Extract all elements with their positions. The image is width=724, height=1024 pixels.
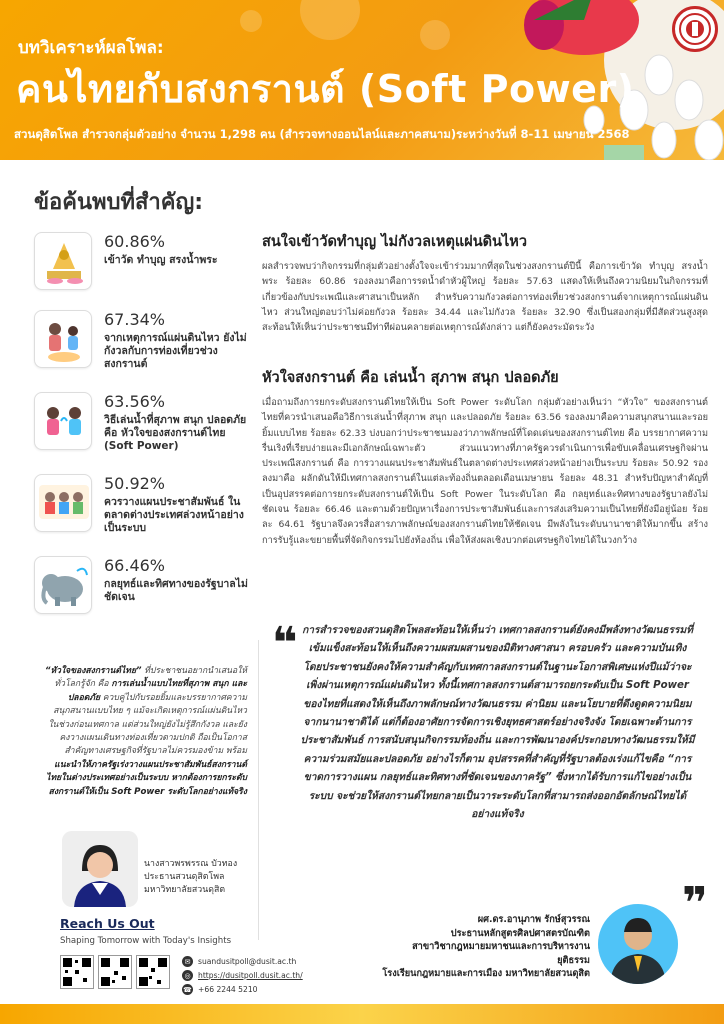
article-body: เมื่อถามถึงการยกระดับสงกรานต์ไทยให้เป็น Soft Power ระดับโลก กลุ่มตัวอย่างเห็นว่า “หัวใจ” ของสงกรานต์ไทยที่ควรนำเสนอคือวิธีการเล่นน้ำที่สุภาพ สนุก และปลอดภัย ร้อยละ 63.56 รองลงมาคือความสนุกสนานและรอยยิ้มแบบไทย ร้อยละ 62.33 บ่งบอกว่าประชาชนมองว่าภาพลักษณ์ที่โดดเด่นของสงกรานต์ไทย คือ บรรยากาศความรื่นเริงที่เรียบง่ายและมีเอกลักษณ์เฉพาะตัว ส่วนแนวทางที่ภาครัฐควรดำเนินการเพื่อขับเคลื่อนเศรษฐกิจผ่านประเพณีสงกรานต์ คือ การวางแผนประชาสัมพันธ์ในตลาดต่างประเทศล่วงหน้าอย่างเป็นระบบ ร้อยละ 50.92 รองลงมาคือ ผลักดันให้มีเทศกาลสงกรานต์ในแต่ละท้องถิ่นตลอดเดือนเมษายน ร้อยละ 48.31 สำหรับปัญหาสำคัญที่เป็นอุปสรรคต่อการยกระดับสงกรานต์ให้เป็น Soft Power ในระดับโลก คือ กลยุทธ์และทิศทางของรัฐบาลยังไม่ชัดเจน ร้อยละ 66.46 และตามด้วยปัญหาเรื่องการประชาสัมพันธ์และการส่งเสริมความเป็นไทยที่ยังมีอยู่น้อย ร้อยละ 64.61 รัฐบาลจึงควรสื่อสารภาพลักษณ์ของสงกรานต์ไทยให้ชัดเจน มีพลังในระดับนานาชาติให้มากขึ้น สร้างการรับรู้และขยายพื้นที่จัดกิจกรรมไปยังท้องถิ่น เพื่อให้ส่งผลเชิงบวกต่อเศรษฐกิจไทยได้ในวงกว้าง: [262, 397, 708, 546]
divider: [258, 640, 259, 940]
key-finding-1: [34, 232, 249, 294]
finding-text: กลยุทธ์และทิศทางของรัฐบาลไม่ชัดเจน: [104, 578, 248, 603]
finding-text: ควรวางแผนประชาสัมพันธ์ ในตลาดต่างประเทศล่วงหน้าอย่างเป็นระบบ: [104, 496, 244, 534]
globe-icon: ◎: [182, 970, 193, 981]
phone-icon: ☎: [183, 985, 192, 994]
phone-link[interactable]: [182, 983, 258, 996]
email-text: suandusitpoll@dusit.ac.th: [198, 957, 297, 966]
person-photo-icon: [598, 904, 678, 984]
email-icon: ✉: [182, 956, 193, 967]
finding-text: เข้าวัด ทำบุญ สรงน้ำพระ: [104, 254, 218, 266]
close-quote-icon: ❞: [682, 878, 708, 929]
quote-text: ควบคู่ไปกับรอยยิ้มและบรรยากาศความสนุกสนานแบบไทย ๆ แม้จะเกิดเหตุการณ์แผ่นดินไหวในช่วงก่อนเทศกาล แต่ส่วนใหญ่ยังไม่รู้สึกกังวล และยังคงวางแผนเดินทางท่องเที่ยวตามปกติ ถือเป็นโอกาสสำคัญทางเศรษฐกิจที่รัฐบาลไม่ควรมองข้าม พร้อม: [48, 692, 247, 757]
decor-bubble: [240, 10, 262, 32]
water-play-icon: [34, 392, 92, 450]
survey-subtitle: สวนดุสิตโพล สำรวจกลุ่มตัวอย่าง จำนวน 1,298 คน (สำรวจทางออนไลน์และภาคสนาม)ระหว่างวันที่ 8-11 เมษายน 2568: [14, 127, 630, 141]
key-findings-title: ข้อค้นพบที่สำคัญ:: [34, 190, 204, 215]
finding-percent: 66.46%: [104, 556, 166, 575]
quote-text: ที่ประชาชนอยากนำเสนอให้ทั่วโลกรู้จัก คือ: [54, 666, 247, 690]
finding-percent: 63.56%: [104, 392, 166, 411]
person-department: สาขาวิชากฎหมายมหาชนและการบริหารงานยุติธรรม: [412, 941, 590, 966]
article-heading: หัวใจสงกรานต์ คือ เล่นน้ำ สุภาพ สนุก ปลอดภัย: [262, 370, 559, 386]
decor-bubble: [420, 20, 450, 50]
article-heading: สนใจเข้าวัดทำบุญ ไม่กังวลเหตุแผ่นดินไหว: [262, 234, 527, 250]
tagline: Shaping Tomorrow with Today's Insights: [60, 936, 232, 946]
person-name: นางสาวพรพรรณ บัวทอง: [144, 859, 238, 869]
page-title: คนไทยกับสงกรานต์ (Soft Power): [16, 67, 635, 111]
overline: บทวิเคราะห์ผลโพล:: [18, 38, 164, 58]
article-songkran-heart: [262, 366, 708, 548]
qr-code-icon[interactable]: [60, 955, 94, 989]
header-banner: [0, 0, 724, 160]
key-finding-3: [34, 392, 249, 454]
tourists-icon: [34, 474, 92, 532]
person-org: มหาวิทยาลัยสวนดุสิต: [144, 885, 226, 895]
logo: [672, 6, 718, 52]
article-merit-making: [262, 230, 708, 335]
quote-emphasis: แนะนำให้ภาครัฐเร่งวางแผนประชาสัมพันธ์สงกรานต์ไทยในต่างประเทศอย่างเป็นระบบ หากต้องการยกระดับสงกรานต์ให้เป็น Soft Power ระดับโลกอย่างแท้จริง: [46, 759, 247, 797]
finding-text: วิธีเล่นน้ำที่สุภาพ สนุก ปลอดภัย คือ หัวใจของสงกรานต์ไทย (Soft Power): [104, 414, 247, 452]
person2-caption: [380, 913, 590, 981]
finding-percent: 60.86%: [104, 232, 166, 251]
finding-percent: 50.92%: [104, 474, 166, 493]
phone-text: +66 2244 5210: [198, 985, 258, 994]
reach-us-title: Reach Us Out: [60, 916, 155, 931]
finding-percent: 67.34%: [104, 310, 166, 329]
key-finding-2: [34, 310, 249, 372]
elephant-icon: [34, 556, 92, 614]
website-link[interactable]: [182, 969, 303, 982]
qr-code-icon[interactable]: [98, 955, 132, 989]
key-finding-4: [34, 474, 249, 536]
person-role: ประธานสวนดุสิตโพล: [144, 872, 225, 882]
person1-caption: [144, 858, 264, 897]
summary-quote: [44, 665, 247, 799]
avatar: [598, 904, 678, 984]
qr-code-icon[interactable]: [136, 955, 170, 989]
decor-bubble: [300, 0, 360, 40]
temple-icon: [34, 232, 92, 290]
expert-quote: การสำรวจของสวนดุสิตโพลสะท้อนให้เห็นว่า เทศกาลสงกรานต์ยังคงมีพลังทางวัฒนธรรมที่เข้มแข็งสะท้อนให้เห็นถึงความผสมผสานของมิติทางศาสนา ครอบครัว และความบันเทิง โดยประชาชนยังคงให้ความสำคัญกับเทศกาลสงกรานต์ในฐานะโอกาสพิเศษแห่งปีแม้ว่าจะเพิ่งผ่านเหตุการณ์แผ่นดินไหว ทั้งนี้เทศกาลสงกรานต์สามารถยกระดับเป็น Soft Power ของไทยที่แสดงให้เห็นถึงภาพลักษณ์ทางวัฒนธรรม ค่านิยม และนโยบายที่ดึงดูดความนิยมจากนานาชาติได้ แต่ก็ต้องอาศัยการจัดการเชิงยุทธศาสตร์อย่างจริงจัง โดยเฉพาะด้านการประชาสัมพันธ์ การสนับสนุนกิจกรรมท้องถิ่น และการพัฒนาองค์ประกอบทางวัฒนธรรมให้มีความร่วมสมัยและปลอดภัย อย่างไรก็ตาม อุปสรรคที่สำคัญที่รัฐบาลต้องเร่งแก้ไขคือ “การขาดการวางแผน กลยุทธ์และทิศทางที่ชัดเจนของภาครัฐ” ซึ่งหากได้รับการแก้ไขอย่างเป็นระบบ จะช่วยให้สงกรานต์ไทยกลายเป็นวาระระดับโลกที่สามารถส่งออกอัตลักษณ์ไทยได้อย่างแท้จริง: [300, 625, 695, 821]
email-link[interactable]: [182, 955, 296, 968]
person-title: ประธานหลักสูตรศิลปศาสตรบัณฑิต: [450, 927, 590, 939]
logo-emblem-icon: [678, 12, 712, 46]
key-finding-5: [34, 556, 249, 618]
website-text: https://dusitpoll.dusit.ac.th/: [198, 971, 303, 980]
article-body: ผลสำรวจพบว่ากิจกรรมที่กลุ่มตัวอย่างตั้งใจจะเข้าร่วมมากที่สุดในช่วงสงกรานต์ปีนี้ คือการเข้าวัด ทำบุญ สรงน้ำพระ ร้อยละ 60.86 รองลงมาคือการรดน้ำดำหัวผู้ใหญ่ ร้อยละ 57.63 แสดงให้เห็นถึงความนิยมในกิจกรรมที่เกี่ยวข้องกับประเพณีและศาสนาเป็นหลัก สำหรับความกังวลต่อการท่องเที่ยวช่วงสงกรานต์จากเหตุการณ์แผ่นดินไหว ส่วนใหญ่ตอบว่าไม่ค่อยกังวล ร้อยละ 34.44 และไม่กังวล ร้อยละ 32.90 ซึ่งเป็นสองกลุ่มที่มีสัดส่วนสูงสุด สะท้อนให้เห็นว่าประชาชนมีท่าทีผ่อนคลายต่อเหตุการณ์ดังกล่าว แต่ก็ยังคงระมัดระวัง: [262, 261, 708, 334]
footer-strip: [0, 1004, 724, 1024]
quote-emphasis: การเล่นน้ำแบบไทยที่สุภาพ สนุก และปลอดภัย: [67, 679, 247, 703]
person-org: โรงเรียนกฎหมายและการเมือง มหาวิทยาลัยสวนดุสิต: [382, 968, 590, 979]
person-photo-icon: [62, 831, 138, 907]
family-icon: [34, 310, 92, 368]
quote-lead: “หัวใจของสงกรานต์ไทย”: [44, 666, 142, 676]
avatar: [62, 831, 138, 907]
finding-text: จากเหตุการณ์แผ่นดินไหว ยังไม่กังวลกับการท่องเที่ยวช่วงสงกรานต์: [104, 332, 247, 370]
open-quote-icon: ❝: [272, 618, 298, 669]
person-name: ผศ.ดร.อานุภาพ รักษ์สุวรรณ: [477, 914, 590, 925]
